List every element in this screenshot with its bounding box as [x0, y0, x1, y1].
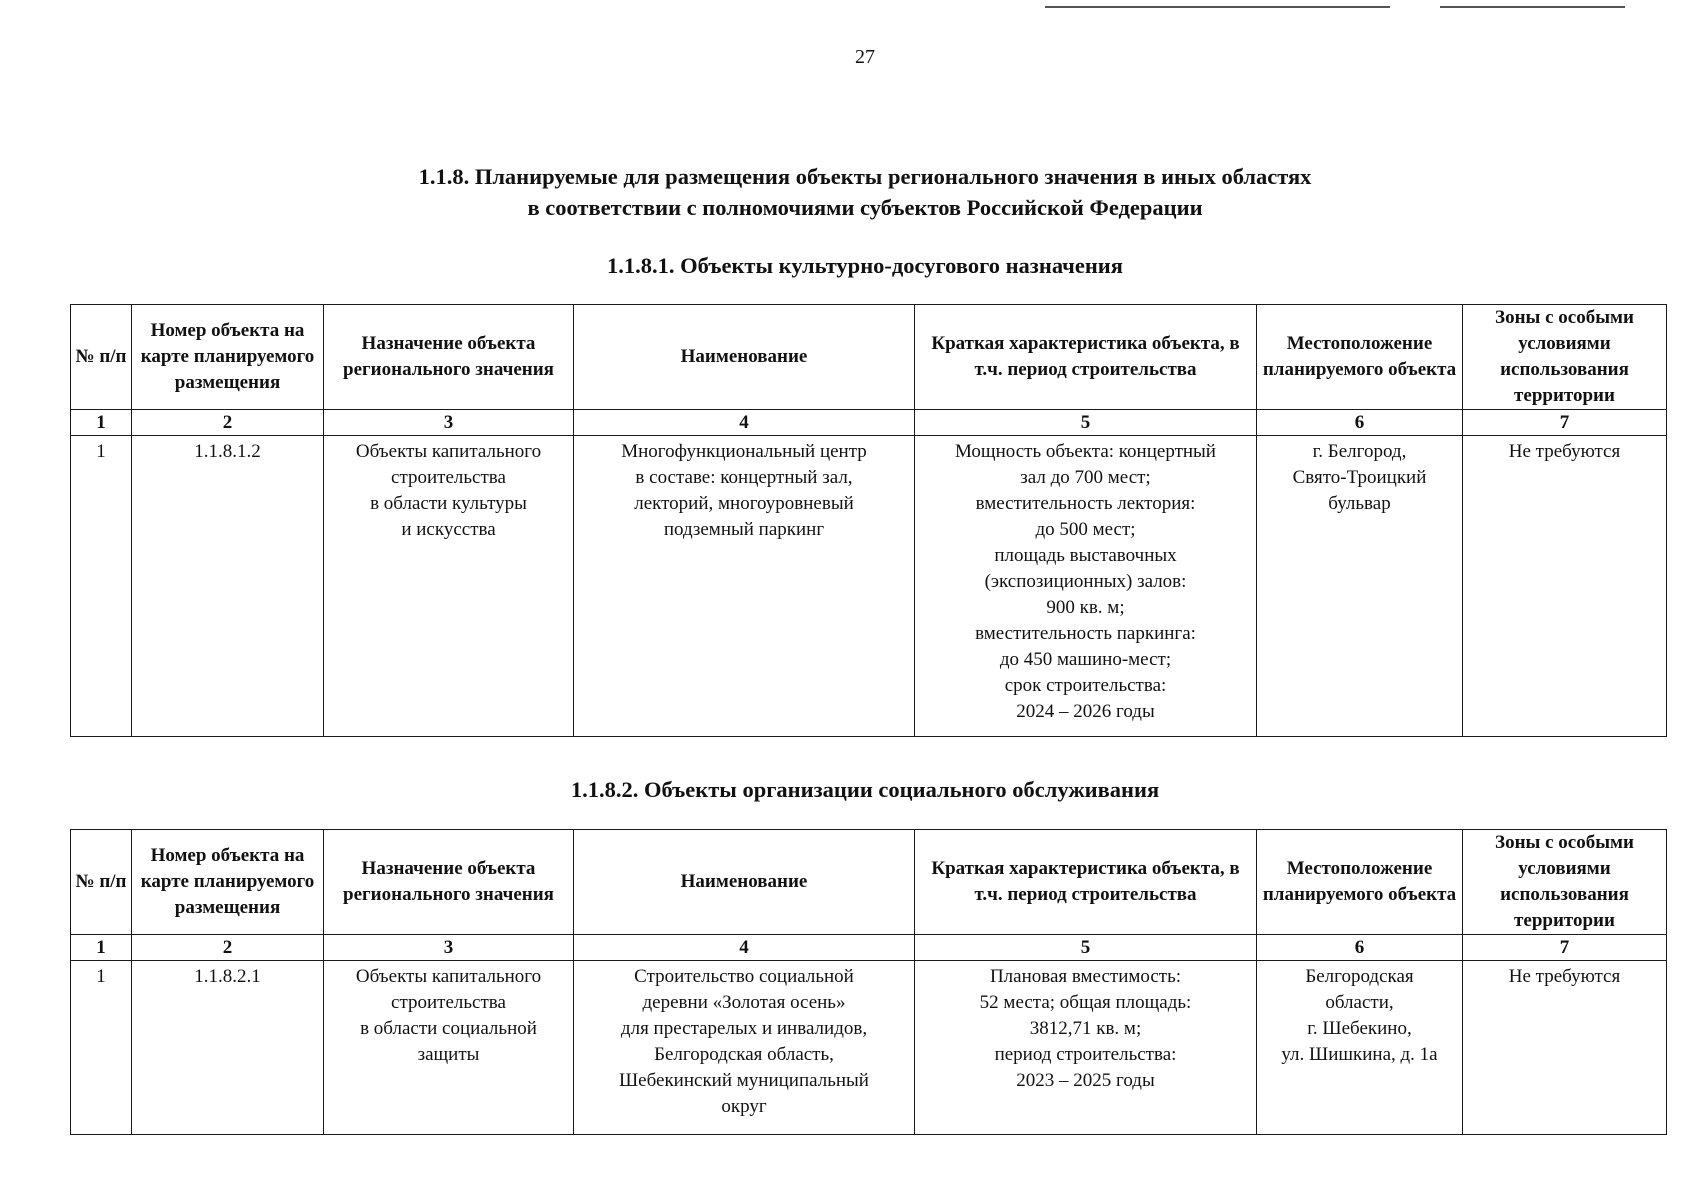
- name-line: лекторий, многоуровневый: [634, 493, 854, 514]
- characteristics-line: 52 места; общая площадь:: [979, 992, 1192, 1013]
- name-line: Белгородская область,: [654, 1044, 834, 1065]
- name-line: округ: [721, 1096, 767, 1117]
- row-number-cell: 1: [71, 436, 132, 737]
- location-cell: [1257, 961, 1463, 1135]
- main-title-line: 1.1.8. Планируемые для размещения объекты регионального значения в иных областях: [418, 164, 1312, 189]
- purpose-line: Объекты капитального: [355, 966, 542, 987]
- section-title: 1.1.8.2. Объекты организации социального обслуживания: [570, 777, 1160, 802]
- header-cell: Назначение объекта регионального значения: [324, 305, 574, 410]
- column-number-cell: 7: [1463, 410, 1667, 436]
- table-row: [71, 436, 1667, 737]
- column-number-cell: 1: [71, 410, 132, 436]
- name-line: подземный паркинг: [663, 519, 825, 540]
- column-number-cell: 5: [915, 935, 1257, 961]
- main-title-line: в соответствии с полномочиями субъектов Российской Федерации: [527, 195, 1203, 220]
- location-line: г. Белгород,: [1312, 441, 1407, 462]
- name-line: в составе: концертный зал,: [635, 467, 853, 488]
- purpose-line: строительства: [391, 992, 506, 1013]
- location-line: г. Шебекино,: [1307, 1018, 1412, 1039]
- purpose-line: в области культуры: [370, 493, 527, 514]
- name-cell: [574, 961, 915, 1135]
- table-row: [71, 961, 1667, 1135]
- column-number-cell: 5: [915, 410, 1257, 436]
- purpose-line: строительства: [391, 467, 506, 488]
- zones-cell: Не требуются: [1463, 961, 1667, 1135]
- characteristics-cell: [915, 436, 1257, 737]
- object-number-cell: 1.1.8.2.1: [132, 961, 324, 1135]
- name-line: Шебекинский муниципальный: [619, 1070, 869, 1091]
- header-cell: Местоположение планируемого объекта: [1257, 305, 1463, 410]
- header-cell: Назначение объекта регионального значения: [324, 830, 574, 935]
- purpose-cell: [324, 436, 574, 737]
- location-line: бульвар: [1328, 493, 1391, 514]
- column-number-row: [71, 935, 1667, 961]
- header-cell: Зоны с особыми условиями использования территории: [1463, 830, 1667, 935]
- characteristics-cell: [915, 961, 1257, 1135]
- column-number-cell: 3: [324, 410, 574, 436]
- page-number: 27: [855, 46, 875, 68]
- name-cell: [574, 436, 915, 737]
- header-cell: Зоны с особыми условиями использования территории: [1463, 305, 1667, 410]
- location-line: Свято-Троицкий: [1292, 467, 1427, 488]
- row-number-cell: 1: [71, 961, 132, 1135]
- header-cell: № п/п: [71, 830, 132, 935]
- header-cell: Номер объекта на карте планируемого размещения: [132, 305, 324, 410]
- header-cell: Наименование: [574, 305, 915, 410]
- header-cell: Номер объекта на карте планируемого размещения: [132, 830, 324, 935]
- characteristics-line: зал до 700 мест;: [1020, 467, 1151, 488]
- characteristics-line: до 450 машино-мест;: [999, 649, 1172, 670]
- objects-table: [70, 304, 1667, 737]
- column-number-cell: 1: [71, 935, 132, 961]
- characteristics-line: вместительность паркинга:: [975, 623, 1196, 644]
- column-number-cell: 4: [574, 410, 915, 436]
- purpose-cell: [324, 961, 574, 1135]
- table-header-row: [71, 305, 1667, 410]
- location-line: Белгородская: [1305, 966, 1414, 987]
- column-number-cell: 6: [1257, 935, 1463, 961]
- characteristics-line: 900 кв. м;: [1046, 597, 1125, 618]
- characteristics-line: срок строительства:: [1004, 675, 1167, 696]
- name-line: деревни «Золотая осень»: [642, 992, 846, 1013]
- column-number-cell: 4: [574, 935, 915, 961]
- characteristics-line: 3812,71 кв. м;: [1029, 1018, 1142, 1039]
- scan-artifact-line: [1045, 6, 1390, 8]
- table-header-row: [71, 830, 1667, 935]
- purpose-line: в области социальной: [360, 1018, 537, 1039]
- zones-cell: Не требуются: [1463, 436, 1667, 737]
- name-line: Строительство социальной: [634, 966, 854, 987]
- column-number-cell: 2: [132, 935, 324, 961]
- header-cell: Местоположение планируемого объекта: [1257, 830, 1463, 935]
- name-line: Многофункциональный центр: [621, 441, 867, 462]
- column-number-cell: 3: [324, 935, 574, 961]
- characteristics-line: (экспозиционных) залов:: [984, 571, 1187, 592]
- characteristics-line: Плановая вместимость:: [989, 966, 1182, 987]
- name-line: для престарелых и инвалидов,: [620, 1018, 868, 1039]
- header-cell: № п/п: [71, 305, 132, 410]
- column-number-row: [71, 410, 1667, 436]
- location-line: области,: [1325, 992, 1394, 1013]
- purpose-line: защиты: [417, 1044, 480, 1065]
- purpose-line: и искусства: [401, 519, 496, 540]
- header-cell: Наименование: [574, 830, 915, 935]
- scan-artifact-line: [1440, 6, 1625, 8]
- characteristics-line: до 500 мест;: [1035, 519, 1136, 540]
- location-line: ул. Шишкина, д. 1а: [1281, 1044, 1438, 1065]
- header-cell: Краткая характеристика объекта, в т.ч. период строительства: [915, 830, 1257, 935]
- object-number-cell: 1.1.8.1.2: [132, 436, 324, 737]
- characteristics-line: 2023 – 2025 годы: [1016, 1070, 1155, 1091]
- header-cell: Краткая характеристика объекта, в т.ч. период строительства: [915, 305, 1257, 410]
- characteristics-line: площадь выставочных: [994, 545, 1177, 566]
- characteristics-line: период строительства:: [994, 1044, 1177, 1065]
- characteristics-line: вместительность лектория:: [975, 493, 1196, 514]
- objects-table: [70, 829, 1667, 1135]
- characteristics-line: Мощность объекта: концертный: [955, 441, 1216, 462]
- column-number-cell: 6: [1257, 410, 1463, 436]
- main-title: [0, 161, 1708, 223]
- purpose-line: Объекты капитального: [355, 441, 542, 462]
- characteristics-line: 2024 – 2026 годы: [1016, 701, 1155, 722]
- column-number-cell: 2: [132, 410, 324, 436]
- column-number-cell: 7: [1463, 935, 1667, 961]
- location-cell: [1257, 436, 1463, 737]
- section-title: 1.1.8.1. Объекты культурно-досугового назначения: [607, 253, 1123, 278]
